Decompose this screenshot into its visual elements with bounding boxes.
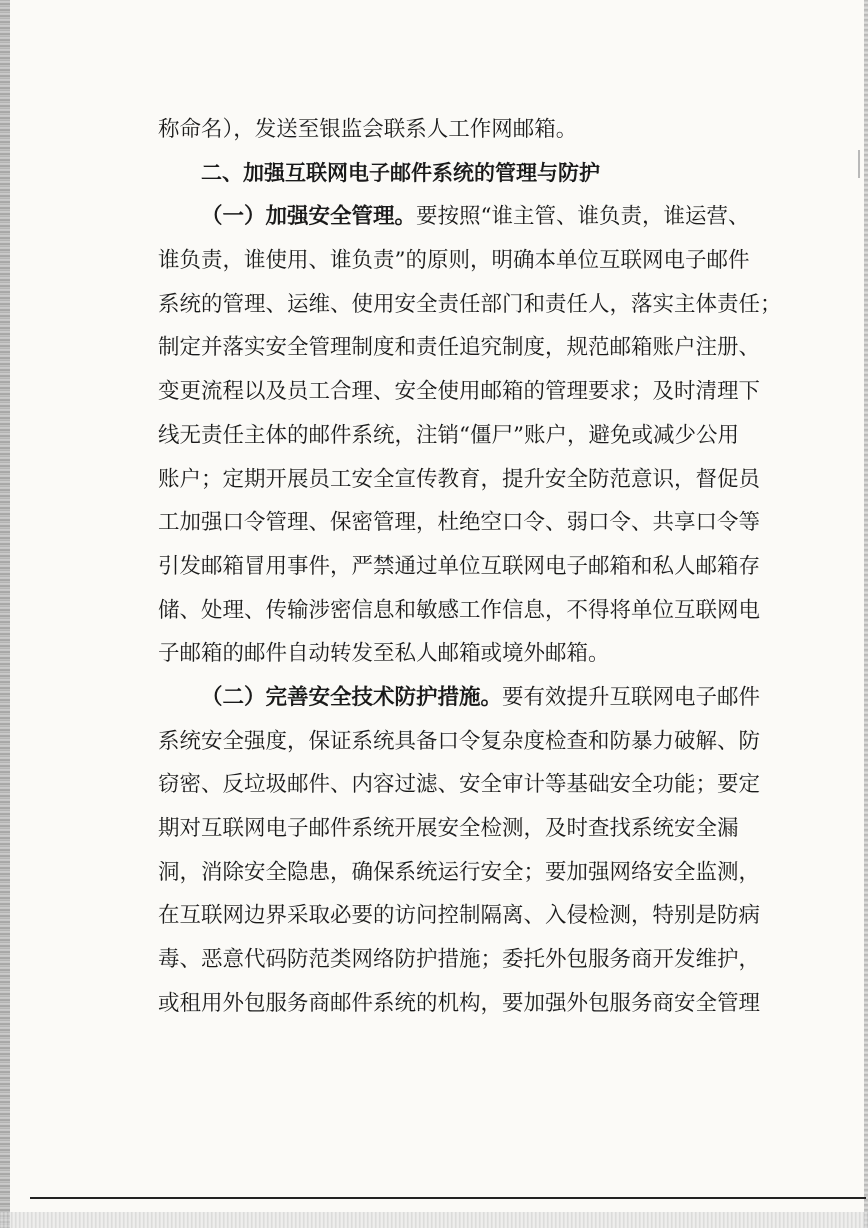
text-line xyxy=(158,938,761,982)
text-line xyxy=(158,501,761,545)
line-text: 账户；定期开展员工安全宣传教育，提升安全防范意识，督促员 xyxy=(158,466,761,492)
text-line xyxy=(158,851,761,895)
page-bottom-rule xyxy=(30,1197,866,1199)
scan-edge-left xyxy=(0,0,10,1228)
line-text: 期对互联网电子邮件系统开展安全检测，及时查找系统安全漏 xyxy=(158,816,739,841)
paragraph-start xyxy=(158,676,761,720)
line-text: 制定并落实安全管理制度和责任追究制度，规范邮箱账户注册、 xyxy=(158,335,761,361)
text-line xyxy=(158,414,746,458)
line-text: 称命名），发送至银监会联系人工作网邮箱。 xyxy=(158,117,578,142)
line-text: 毒、恶意代码防范类网络防护措施；委托外包服务商开发维护， xyxy=(158,947,761,973)
line-text: 变更流程以及员工合理、安全使用邮箱的管理要求；及时清理下 xyxy=(158,379,761,405)
section-heading xyxy=(158,152,746,196)
text-line xyxy=(158,458,761,502)
text-line xyxy=(158,589,761,633)
text-line xyxy=(158,370,761,414)
line-text: 或租用外包服务商邮件系统的机构，要加强外包服务商安全管理 xyxy=(158,990,761,1016)
text-line xyxy=(158,982,761,1026)
subsection-title: （二）完善安全技术防护措施。 xyxy=(201,684,503,710)
text-line xyxy=(158,894,761,938)
scan-artifact-mark xyxy=(858,150,860,178)
text-line xyxy=(158,239,750,283)
line-text: 引发邮箱冒用事件，严禁通过单位互联网电子邮箱和私人邮箱存 xyxy=(158,553,761,579)
line-text: 要有效提升互联网电子邮件 xyxy=(502,684,761,710)
text-line xyxy=(158,807,746,851)
text-line xyxy=(158,283,782,327)
text-line xyxy=(158,632,746,676)
heading-text: 二、加强互联网电子邮件系统的管理与防护 xyxy=(201,160,600,185)
text-line xyxy=(158,545,761,589)
scan-edge-bottom xyxy=(0,1212,868,1228)
line-text: 要按照“谁主管、谁负责，谁运营、 xyxy=(416,204,750,230)
line-text: 储、处理、传输涉密信息和敏感工作信息，不得将单位互联网电 xyxy=(158,597,761,623)
line-text: 系统安全强度，保证系统具备口令复杂度检查和防暴力破解、防 xyxy=(158,728,761,754)
subsection-title: （一）加强安全管理。 xyxy=(201,204,417,230)
line-text: 在互联网边界采取必要的访问控制隔离、入侵检测，特别是防病 xyxy=(158,903,761,929)
line-text: 工加强口令管理、保密管理，杜绝空口令、弱口令、共享口令等 xyxy=(158,510,761,536)
line-text: 谁负责，谁使用、谁负责”的原则，明确本单位互联网电子邮件 xyxy=(158,248,750,274)
line-text: 线无责任主体的邮件系统，注销“僵尸”账户，避免或减少公用 xyxy=(158,422,739,448)
line-text: 系统的管理、运维、使用安全责任部门和责任人，落实主体责任； xyxy=(158,291,782,317)
line-text: 洞，消除安全隐患，确保系统运行安全；要加强网络安全监测， xyxy=(158,859,761,885)
paragraph-start xyxy=(158,195,750,239)
text-line xyxy=(158,720,761,764)
line-text: 窃密、反垃圾邮件、内容过滤、安全审计等基础安全功能；要定 xyxy=(158,772,761,798)
text-line xyxy=(158,326,761,370)
scan-edge-right xyxy=(864,0,868,1228)
document-body xyxy=(158,108,782,1025)
text-line xyxy=(158,763,761,807)
line-text: 子邮箱的邮件自动转发至私人邮箱或境外邮箱。 xyxy=(158,641,610,667)
text-line xyxy=(158,108,746,152)
